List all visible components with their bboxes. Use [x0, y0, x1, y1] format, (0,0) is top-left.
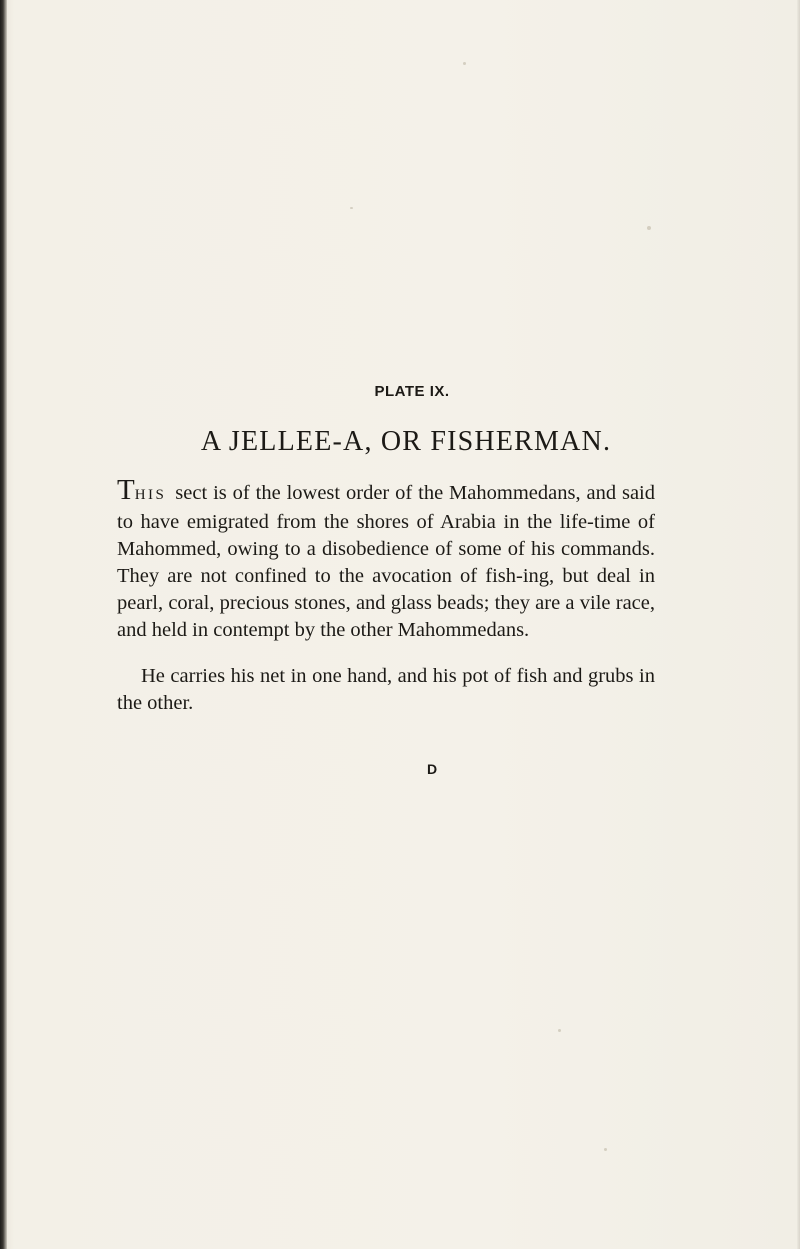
- small-caps-word: HIS: [134, 487, 167, 503]
- signature-mark: D: [426, 761, 438, 777]
- body-text: [117, 474, 656, 717]
- paragraph-1: [117, 474, 656, 644]
- paper-speck: [350, 207, 353, 209]
- paper-speck: [647, 226, 651, 230]
- paper-speck: [604, 1148, 607, 1151]
- paper-speck: [558, 1029, 561, 1032]
- paragraph-2: He carries his net in one hand, and his pot of fish and grubs in the other.: [117, 665, 655, 714]
- page-binding-edge: [0, 0, 7, 1249]
- plate-label: PLATE IX.: [374, 383, 450, 400]
- drop-letter: T: [117, 474, 135, 506]
- page-title: A JELLEE-A, OR FISHERMAN.: [200, 426, 612, 457]
- paragraph-1-text: sect is of the lowest order of the Mahommedans, and said to have emigrated from the shores of Arabia in the life-time of Mahommed, owing to a disobedience of some of his commands. They are not confined to the avocation of fish-ing, but deal in pearl, coral, precious stones, and glass beads; they are a vile race, and held in contempt by the other Mahommedans.: [117, 482, 656, 641]
- paper-speck: [463, 62, 466, 65]
